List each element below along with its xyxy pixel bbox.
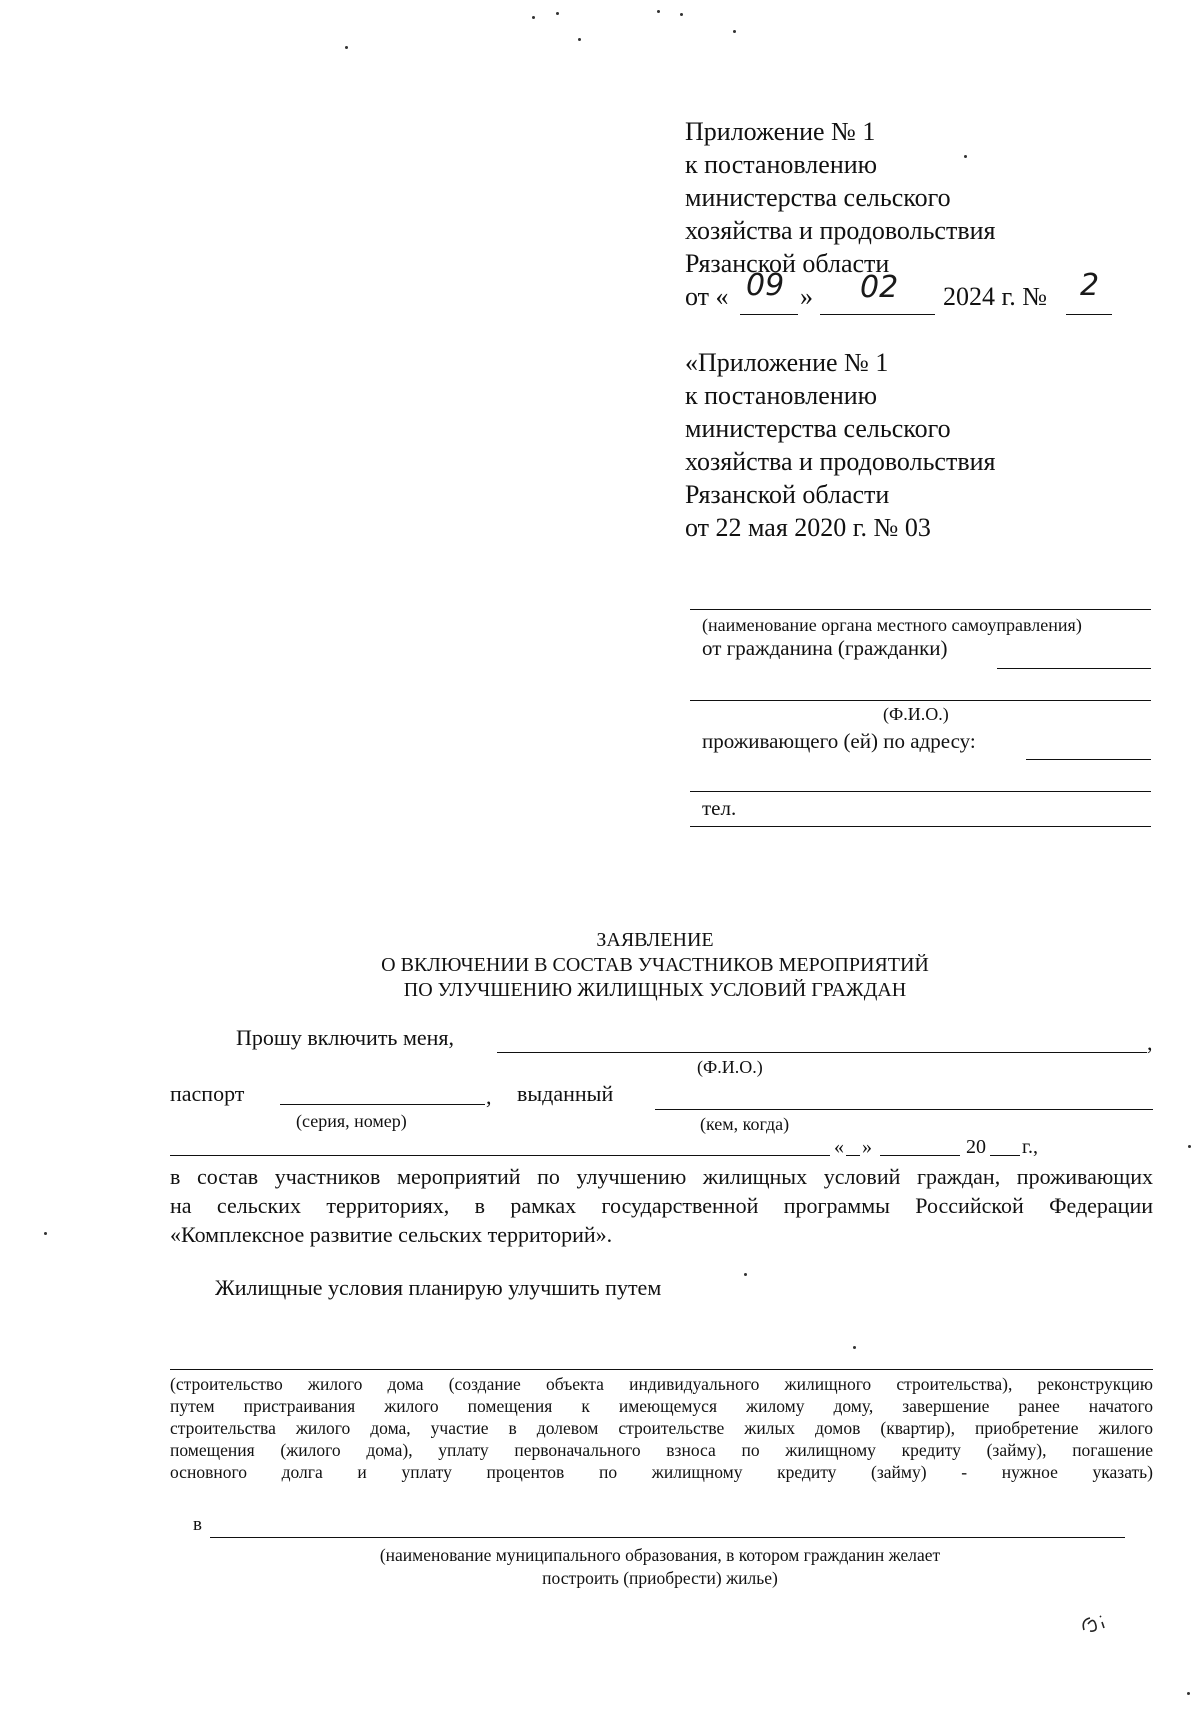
municipality-line: [210, 1537, 1125, 1538]
passport-comma: ,: [486, 1084, 492, 1109]
org-name-line: [690, 609, 1151, 610]
housing-desc-line: помещения (жилого дома), уплату первоначального взноса по жилищному кредиту (займу), погашение: [170, 1440, 1153, 1460]
appendix-old-line: министерства сельского: [685, 414, 951, 443]
fio-line: [497, 1052, 1147, 1053]
in-label: в: [193, 1514, 202, 1535]
year-number-label: 2024 г. №: [943, 282, 1048, 311]
appendix-line: Рязанской области: [685, 249, 890, 278]
scan-speck: [578, 38, 581, 41]
paragraph-line: на сельских территориях, в рамках государственной программы Российской Федерации: [170, 1193, 1153, 1218]
appendix-old-line: Рязанской области: [685, 480, 890, 509]
address-line-2: [690, 791, 1151, 792]
appendix-line: к постановлению: [685, 150, 878, 179]
municipality-caption: (наименование муниципального образования, в котором гражданин желает: [379, 1545, 941, 1565]
appendix-old-line: «Приложение № 1: [685, 348, 889, 377]
appendix-old-line: от 22 мая 2020 г. № 03: [685, 513, 931, 542]
scan-speck: [532, 16, 535, 19]
phone-line: [690, 826, 1151, 827]
fio-caption: (Ф.И.О.): [697, 1057, 763, 1077]
date-year-suffix: г.,: [1022, 1136, 1038, 1158]
phone-label: тел.: [702, 796, 737, 820]
housing-desc-line: строительства жилого дома, участие в долевом строительстве жилых домов (квартир), приобретение жилого: [170, 1418, 1153, 1438]
residing-label: проживающего (ей) по адресу:: [702, 729, 976, 753]
scan-speck: [733, 30, 736, 33]
citizen-line-2: [690, 700, 1151, 701]
date-mid: »: [800, 282, 813, 311]
title-line: ПО УЛУЧШЕНИЮ ЖИЛИЩНЫХ УСЛОВИЙ ГРАЖДАН: [403, 979, 907, 1001]
day-underline: [740, 314, 798, 315]
paragraph-line: в состав участников мероприятий по улучшению жилищных условий граждан, проживающих: [170, 1164, 1153, 1189]
issue-month-line: [880, 1155, 960, 1156]
issue-year-line: [990, 1155, 1020, 1156]
handwritten-day: 09: [746, 268, 785, 303]
paragraph-line: «Комплексное развитие сельских территорий».: [170, 1222, 613, 1247]
appendix-old-line: хозяйства и продовольствия: [685, 447, 996, 476]
date-quote-close: »: [862, 1136, 872, 1158]
date-prefix: от «: [685, 282, 729, 311]
housing-label: Жилищные условия планирую улучшить путем: [215, 1275, 662, 1300]
scan-speck: [556, 12, 559, 15]
fio-caption: (Ф.И.О.): [883, 704, 949, 724]
scan-speck: [853, 1346, 856, 1349]
appendix-line: Приложение № 1: [685, 117, 876, 146]
scan-speck: [345, 46, 348, 49]
handwritten-number: 2: [1080, 268, 1100, 303]
request-comma: ,: [1147, 1030, 1153, 1055]
appendix-old-line: к постановлению: [685, 381, 878, 410]
request-label: Прошу включить меня,: [236, 1025, 455, 1050]
housing-desc-line: основного долга и уплату процентов по жилищному кредиту (займу) - нужное указать): [170, 1462, 1153, 1482]
passport-series-line: [280, 1104, 485, 1105]
title-line: О ВКЛЮЧЕНИИ В СОСТАВ УЧАСТНИКОВ МЕРОПРИЯТИЙ: [381, 954, 929, 976]
housing-method-line: [170, 1369, 1153, 1370]
handwritten-month: 02: [860, 270, 899, 305]
number-underline: [1066, 314, 1112, 315]
month-underline: [820, 314, 935, 315]
org-caption: (наименование органа местного самоуправления): [702, 615, 1082, 635]
citizen-line-1: [997, 668, 1151, 669]
issuer-caption: (кем, когда): [700, 1114, 790, 1134]
issuer-line: [655, 1109, 1153, 1110]
housing-desc-line: путем пристраивания жилого помещения к имеющемуся жилому дому, завершение ранее начатого: [170, 1396, 1153, 1416]
date-quote-open: «: [834, 1136, 844, 1158]
issue-day-line: [846, 1155, 860, 1156]
passport-label: паспорт: [170, 1081, 245, 1106]
scan-speck: [744, 1273, 747, 1276]
title-line: ЗАЯВЛЕНИЕ: [596, 929, 714, 951]
appendix-line: хозяйства и продовольствия: [685, 216, 996, 245]
date-century: 20: [966, 1136, 986, 1158]
municipality-caption: построить (приобрести) жилье): [542, 1568, 778, 1588]
from-citizen-label: от гражданина (гражданки): [702, 636, 948, 660]
address-line-1: [1026, 759, 1151, 760]
scan-speck: [1188, 1145, 1191, 1148]
issuer-continuation-line: [170, 1155, 830, 1156]
appendix-line: министерства сельского: [685, 183, 951, 212]
housing-desc-line: (строительство жилого дома (создание объекта индивидуального жилищного строительства), реконструкцию: [170, 1374, 1153, 1394]
issued-label: выданный: [517, 1081, 614, 1106]
handwritten-mark-icon: [1078, 1612, 1114, 1636]
scan-speck: [1187, 1692, 1190, 1695]
scan-speck: [657, 10, 660, 13]
series-caption: (серия, номер): [296, 1111, 407, 1131]
scan-speck: [44, 1232, 47, 1235]
scan-speck: [680, 13, 683, 16]
scan-speck: [964, 155, 967, 158]
